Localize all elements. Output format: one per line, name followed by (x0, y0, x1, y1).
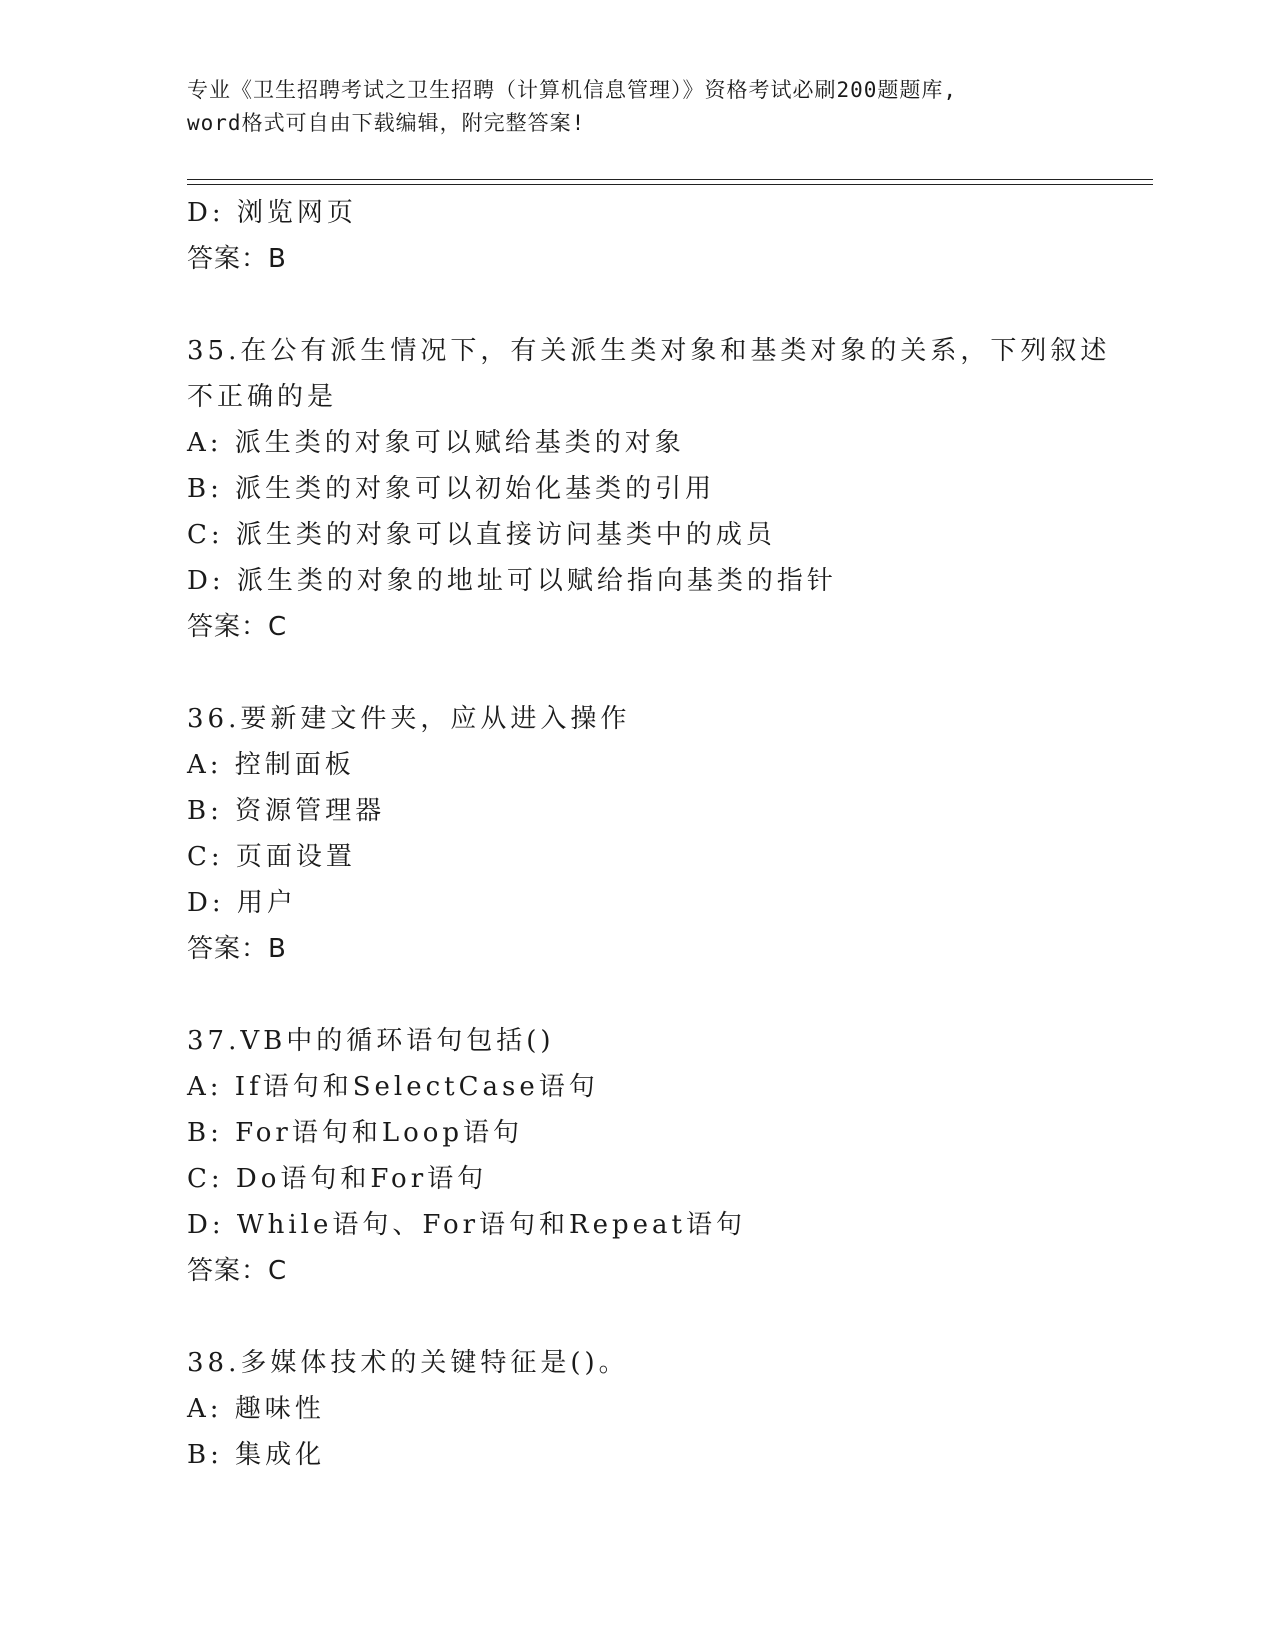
question-stem: 35.在公有派生情况下，有关派生类对象和基类对象的关系，下列叙述 (187, 336, 1111, 366)
spacer (187, 282, 1107, 328)
header-divider-bottom (187, 184, 1153, 185)
question-stem: 36.要新建文件夹，应从进入操作 (187, 704, 631, 734)
question-stem: 38.多媒体技术的关键特征是()。 (187, 1348, 629, 1378)
option-d: D: 派生类的对象的地址可以赋给指向基类的指针 (187, 566, 837, 596)
answer-line: 答案：B (187, 934, 287, 964)
option-d: D: 浏览网页 (187, 198, 357, 228)
option-b: B: For语句和Loop语句 (187, 1118, 524, 1148)
option-b: B: 集成化 (187, 1440, 326, 1470)
option-b: B: 派生类的对象可以初始化基类的引用 (187, 474, 716, 504)
question-block-38 (187, 1340, 1107, 1478)
question-block-prev (187, 190, 1107, 282)
spacer (187, 650, 1107, 696)
answer-line: 答案：C (187, 1256, 288, 1286)
header-title-line-1: 专业《卫生招聘考试之卫生招聘（计算机信息管理）》资格考试必刷200题题库, (187, 78, 958, 102)
option-a: A: 派生类的对象可以赋给基类的对象 (187, 428, 685, 458)
question-block-36 (187, 696, 1107, 972)
option-d: D: While语句、For语句和Repeat语句 (187, 1210, 746, 1240)
option-c: C: 派生类的对象可以直接访问基类中的成员 (187, 520, 776, 550)
header-divider-top (187, 179, 1153, 180)
option-a: A: 控制面板 (187, 750, 355, 780)
option-c: C: Do语句和For语句 (187, 1164, 488, 1194)
question-stem-continued: 不正确的是 (187, 382, 338, 412)
question-list (187, 190, 1111, 1478)
spacer (187, 1294, 1107, 1340)
spacer (187, 972, 1107, 1018)
option-b: B: 资源管理器 (187, 796, 386, 826)
option-a: A: If语句和SelectCase语句 (187, 1072, 599, 1102)
option-d: D: 用户 (187, 888, 297, 918)
answer-line: 答案：C (187, 612, 288, 642)
question-block-37 (187, 1018, 1107, 1294)
option-c: C: 页面设置 (187, 842, 356, 872)
question-stem: 37.VB中的循环语句包括() (187, 1026, 555, 1056)
document-header (187, 74, 1087, 140)
answer-line: 答案：B (187, 244, 287, 274)
option-a: A: 趣味性 (187, 1394, 325, 1424)
question-block-35 (187, 328, 1111, 650)
header-title-line-2: word格式可自由下载编辑，附完整答案! (187, 111, 586, 135)
